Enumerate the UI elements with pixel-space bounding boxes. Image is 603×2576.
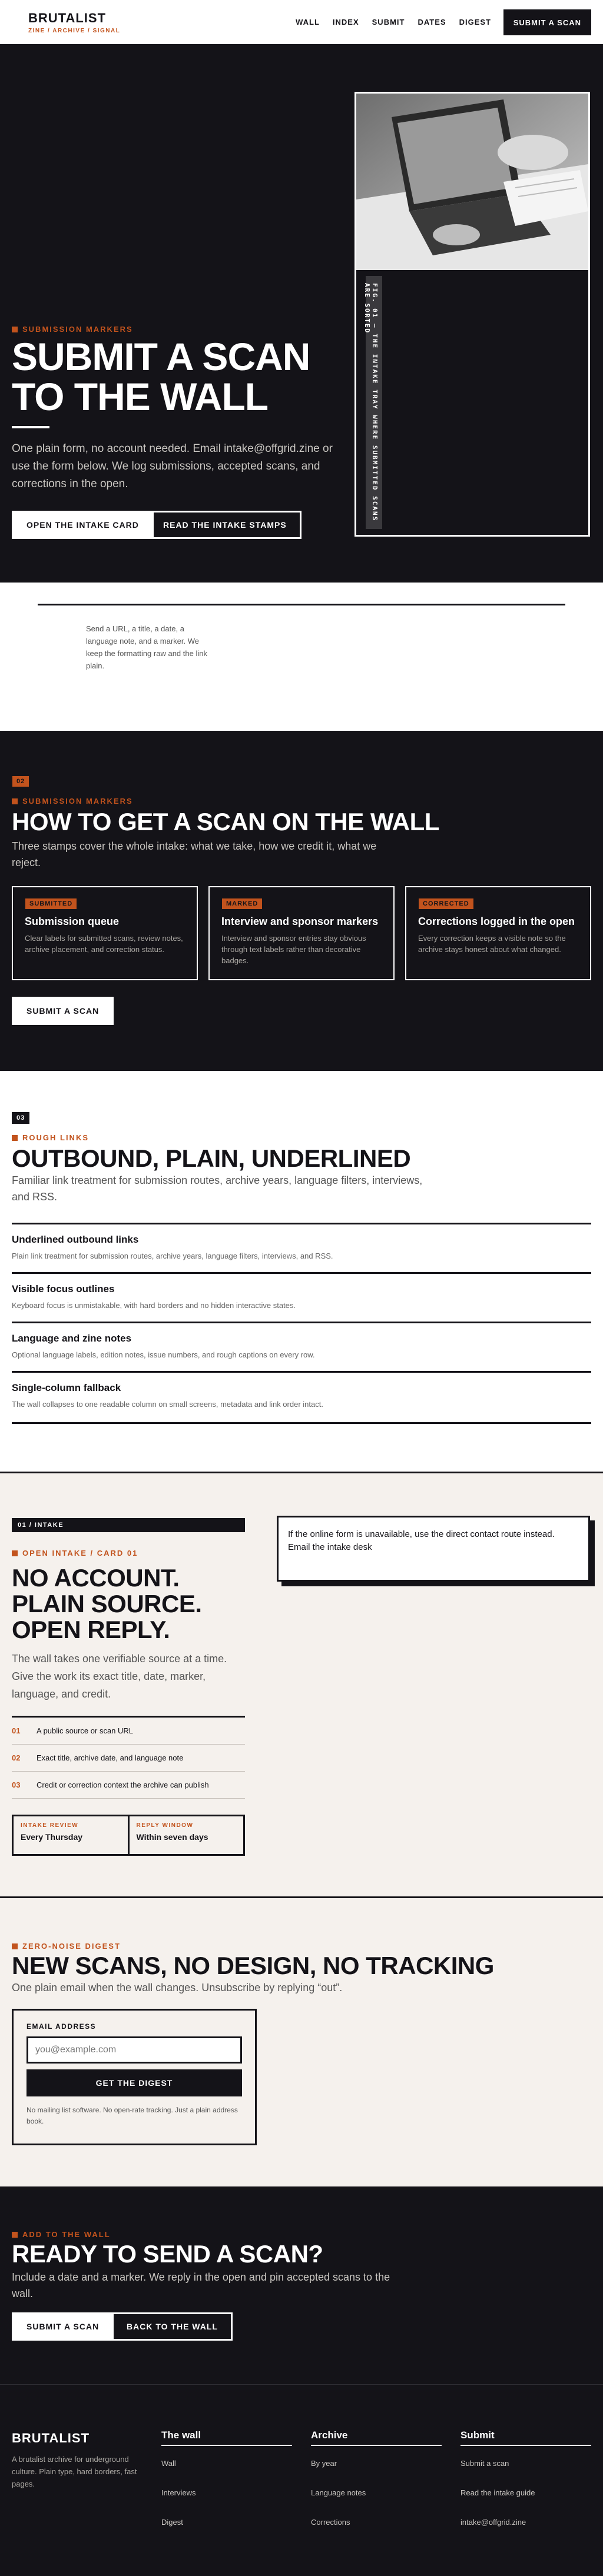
main-nav xyxy=(296,0,491,44)
intake-body: The wall takes one verifiable source at a time. Give the work its exact title, date, marker, language, and credit. xyxy=(12,1653,227,1700)
list-item-body: Keyboard focus is unmistakable, with hard borders and no hidden interactive states. xyxy=(12,1301,296,1310)
footer-column-title: Submit xyxy=(460,2429,591,2446)
digest-eyebrow-text: ZERO-NOISE DIGEST xyxy=(22,1942,121,1951)
footer-column-title: The wall xyxy=(161,2429,292,2446)
footer-column xyxy=(311,2429,442,2527)
note-rule xyxy=(38,604,565,605)
stamp-card xyxy=(12,886,198,980)
fallback-text: If the online form is unavailable, use the direct contact route instead. xyxy=(288,1529,555,1539)
intake-title-line-1: NO ACCOUNT. xyxy=(12,1564,180,1592)
intake-review-label: INTAKE REVIEW xyxy=(21,1822,79,1829)
footer-column-title: Archive xyxy=(311,2429,442,2446)
hero xyxy=(0,46,603,583)
intake-step-number: 02 xyxy=(12,1753,21,1762)
list-item-title: Language and zine notes xyxy=(12,1333,132,1344)
marker-square-icon xyxy=(12,798,18,804)
nav-link-submit[interactable]: SUBMIT xyxy=(372,18,405,26)
logo[interactable] xyxy=(28,11,120,34)
footer-link-by-year[interactable]: By year xyxy=(311,2459,337,2468)
intake-reply-value: Within seven days xyxy=(136,1832,208,1842)
intake-section xyxy=(0,1473,603,1898)
footer-link-interviews[interactable]: Interviews xyxy=(161,2488,196,2497)
footer-link-wall[interactable]: Wall xyxy=(161,2459,176,2468)
stamp-badge: MARKED xyxy=(221,898,263,910)
stamp-card xyxy=(208,886,395,980)
intake-label-bar xyxy=(12,1518,245,1532)
intake-reply-cell xyxy=(130,1816,244,1854)
section-number-badge: 02 xyxy=(12,776,29,787)
links-lede: Familiar link treatment for submission routes, archive years, language filters, interviews, and RSS. xyxy=(12,1174,423,1203)
site-footer xyxy=(0,2384,603,2576)
cta-section xyxy=(0,2186,603,2384)
marker-square-icon xyxy=(12,2232,18,2238)
stamps-eyebrow-text: SUBMISSION MARKERS xyxy=(22,797,133,806)
footer-link-digest[interactable]: Digest xyxy=(161,2518,183,2527)
email-field[interactable] xyxy=(26,2036,242,2064)
hero-title xyxy=(12,337,310,417)
footer-link-submit-scan[interactable]: Submit a scan xyxy=(460,2459,509,2468)
links-list xyxy=(12,1223,591,1424)
photo-caption-text: FIG. 01 — THE INTAKE TRAY WHERE SUBMITTED SCANS ARE SORTED xyxy=(363,283,379,522)
hero-eyebrow-text: SUBMISSION MARKERS xyxy=(22,325,133,334)
stamp-card-body: Every correction keeps a visible note so the archive stays honest about what changed. xyxy=(418,934,566,954)
marker-square-icon xyxy=(12,1943,18,1949)
stamp-card-title: Corrections logged in the open xyxy=(418,916,575,927)
intake-step xyxy=(12,1772,245,1799)
footer-column xyxy=(161,2429,292,2527)
cta-eyebrow xyxy=(12,2230,111,2239)
intake-review-value: Every Thursday xyxy=(21,1832,83,1842)
fallback-card xyxy=(277,1516,590,1582)
digest-title: NEW SCANS, NO DESIGN, NO TRACKING xyxy=(12,1952,494,1979)
footer-link-corrections[interactable]: Corrections xyxy=(311,2518,350,2527)
footer-link-language-notes[interactable]: Language notes xyxy=(311,2488,366,2497)
digest-section xyxy=(0,1898,603,2186)
logo-wordmark: BRUTALIST xyxy=(28,11,107,25)
cta-body: Include a date and a marker. We reply in the open and pin accepted scans to the wall. xyxy=(12,2271,390,2299)
hero-primary-button[interactable]: OPEN THE INTAKE CARD xyxy=(12,511,154,539)
stamps-section xyxy=(0,731,603,1071)
stamp-card-title: Interview and sponsor markers xyxy=(221,916,379,927)
cta-back-button[interactable]: BACK TO THE WALL xyxy=(112,2312,233,2341)
intake-step-text: Exact title, archive date, and language note xyxy=(37,1753,184,1762)
stamp-card-body: Clear labels for submitted scans, review notes, archive placement, and correction status. xyxy=(25,934,183,954)
hero-body: One plain form, no account needed. Email intake@offgrid.zine or use the form below. We log submissions, accepted scans, and corrections in the open. xyxy=(12,442,333,490)
nav-link-digest[interactable]: DIGEST xyxy=(459,18,491,26)
note-text: Send a URL, a title, a date, a language note, and a marker. We keep the formatting raw and the link plain. xyxy=(86,624,207,670)
links-title: OUTBOUND, PLAIN, UNDERLINED xyxy=(12,1144,411,1172)
digest-form xyxy=(12,2009,257,2145)
hero-divider xyxy=(12,426,49,428)
stamp-card-body: Interview and sponsor entries stay obvious through text labels rather than decorative badges. xyxy=(221,934,366,965)
hero-title-line-1: SUBMIT A SCAN xyxy=(12,335,310,378)
cta-eyebrow-text: ADD TO THE WALL xyxy=(22,2230,111,2239)
list-item[interactable] xyxy=(12,1272,591,1322)
footer-link-intake-email[interactable]: intake@offgrid.zine xyxy=(460,2518,526,2527)
logo-tagline: ZINE / ARCHIVE / SIGNAL xyxy=(28,28,121,34)
intake-steps xyxy=(12,1716,245,1799)
intake-step-text: Credit or correction context the archive can publish xyxy=(37,1780,209,1789)
intake-eyebrow-text: OPEN INTAKE / CARD 01 xyxy=(22,1549,138,1557)
digest-fineprint: No mailing list software. No open-rate tracking. Just a plain address book. xyxy=(26,2106,238,2125)
footer-logo[interactable]: BRUTALIST xyxy=(12,2431,90,2445)
intake-step xyxy=(12,1718,245,1745)
stamps-lede: Three stamps cover the whole intake: what we take, how we credit it, what we reject. xyxy=(12,840,377,868)
list-item-body: Optional language labels, edition notes, issue numbers, and rough captions on every row. xyxy=(12,1350,315,1359)
list-item[interactable] xyxy=(12,1322,591,1371)
hero-secondary-button[interactable]: READ THE INTAKE STAMPS xyxy=(148,511,302,539)
nav-link-index[interactable]: INDEX xyxy=(332,18,359,26)
intake-step xyxy=(12,1745,245,1772)
photo-caption xyxy=(363,276,382,529)
section-number-badge: 03 xyxy=(12,1112,29,1124)
intake-title-line-3: OPEN REPLY. xyxy=(12,1616,170,1643)
marker-square-icon xyxy=(12,1550,18,1556)
hero-title-line-2: TO THE WALL xyxy=(12,375,269,418)
email-label: EMAIL ADDRESS xyxy=(26,2022,97,2031)
note-strip xyxy=(0,583,603,731)
footer-link-intake-guide[interactable]: Read the intake guide xyxy=(460,2488,535,2497)
hero-photo-frame xyxy=(354,92,590,537)
intake-schedule xyxy=(12,1815,245,1856)
stamp-badge: SUBMITTED xyxy=(25,898,77,910)
marker-square-icon xyxy=(12,1135,18,1141)
links-eyebrow-text: ROUGH LINKS xyxy=(22,1133,89,1142)
footer-about: A brutalist archive for underground culture. Plain type, hard borders, fast pages. xyxy=(12,2455,137,2488)
cta-title: READY TO SEND A SCAN? xyxy=(12,2240,323,2268)
nav-link-dates[interactable]: DATES xyxy=(418,18,446,26)
intake-title xyxy=(12,1565,202,1643)
marker-square-icon xyxy=(12,327,18,332)
stamp-badge: CORRECTED xyxy=(418,898,474,910)
stamps-eyebrow xyxy=(12,797,133,806)
list-item-title: Underlined outbound links xyxy=(12,1234,139,1245)
site-header xyxy=(0,0,603,46)
intake-step-number: 01 xyxy=(12,1726,21,1735)
intake-review-cell xyxy=(14,1816,130,1854)
header-submit-button[interactable]: SUBMIT A SCAN xyxy=(503,9,591,35)
hero-eyebrow xyxy=(12,325,133,334)
stamp-card-title: Submission queue xyxy=(25,916,120,927)
intake-title-line-2: PLAIN SOURCE. xyxy=(12,1590,202,1618)
list-item-title: Single-column fallback xyxy=(12,1382,121,1393)
footer-column xyxy=(460,2429,591,2527)
intake-label: 01 / INTAKE xyxy=(18,1522,64,1529)
stamps-submit-button[interactable]: SUBMIT A SCAN xyxy=(12,997,114,1025)
fallback-email-link[interactable]: Email the intake desk xyxy=(288,1542,372,1552)
list-item[interactable] xyxy=(12,1371,591,1424)
intake-eyebrow xyxy=(12,1549,138,1557)
get-digest-button[interactable]: GET THE DIGEST xyxy=(26,2069,242,2096)
list-item-title: Visible focus outlines xyxy=(12,1283,115,1294)
intake-step-text: A public source or scan URL xyxy=(37,1726,134,1735)
stamps-title: HOW TO GET A SCAN ON THE WALL xyxy=(12,808,439,836)
digest-lede: One plain email when the wall changes. Unsubscribe by replying “out”. xyxy=(12,1982,343,1993)
links-eyebrow xyxy=(12,1133,89,1142)
list-item[interactable] xyxy=(12,1223,591,1272)
stamp-card xyxy=(405,886,591,980)
cta-submit-button[interactable]: SUBMIT A SCAN xyxy=(12,2312,114,2341)
intake-step-number: 03 xyxy=(12,1780,21,1789)
links-section xyxy=(0,1071,603,1473)
list-item-body: The wall collapses to one readable column on small screens, metadata and link order intact. xyxy=(12,1400,323,1409)
list-item-body: Plain link treatment for submission routes, archive years, language filters, interviews, and RSS. xyxy=(12,1252,333,1260)
nav-link-wall[interactable]: WALL xyxy=(296,18,320,26)
digest-eyebrow xyxy=(12,1942,121,1951)
intake-reply-label: REPLY WINDOW xyxy=(136,1822,194,1829)
laptop-desk-photo xyxy=(356,94,588,270)
